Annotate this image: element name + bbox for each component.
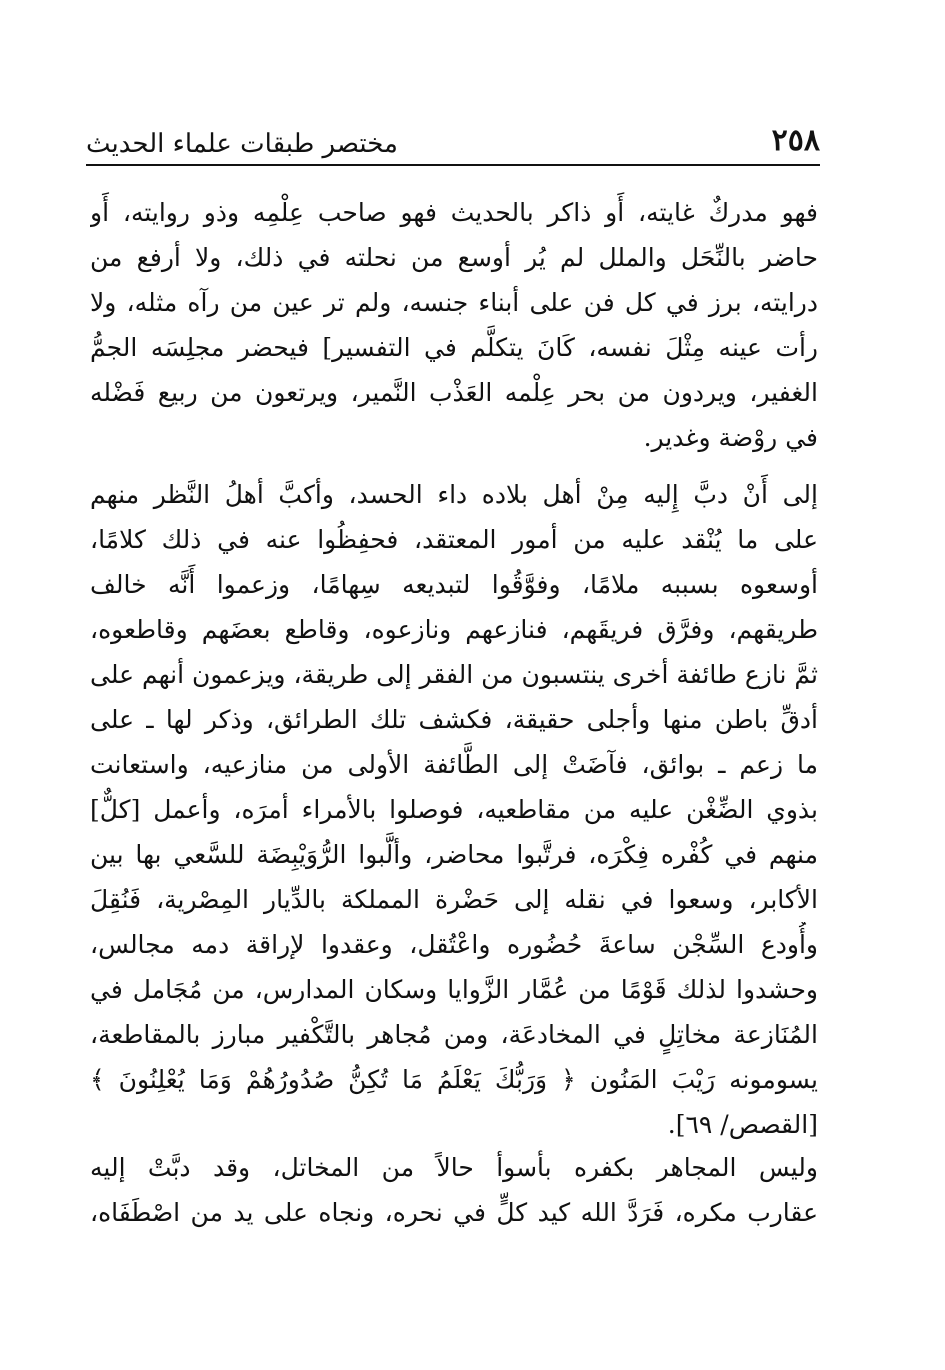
text-line: فهو مدركٌ غايته، أَو ذاكر بالحديث فهو صاحب عِلْمِه وذو روايته، أَو: [90, 198, 818, 227]
text-line: الغفير، ويردون من بحر عِلْمه العَذْب النَّمير، ويرتعون من ربيع فَضْله: [90, 378, 818, 407]
text-line: عقارب مكره، فَرَدَّ الله كيد كلٍّ في نحره، ونجاه على يد من اصْطَفَاه،: [90, 1198, 818, 1227]
text-line: ما زعم ـ بوائق، فآضَتْ إلى الطَّائفة الأولى من منازعيه، واستعانت: [90, 750, 818, 779]
text-line: في روْضة وغدير.: [643, 423, 818, 452]
text-line: درايته، برز في كل فن على أبناء جنسه، ولم تر عين من رآه مثله، ولا: [90, 288, 818, 317]
text-line: وليس المجاهر بكفره بأسوأ حالاً من المخاتل، وقد دبَّتْ إليه: [90, 1153, 818, 1182]
text-line: المُنَازعة مخاتِلٍ في المخادعَة، ومن مُجاهر بالتَّكْفير مبارز بالمقاطعة،: [90, 1020, 818, 1049]
text-line: رأت عينه مِثْلَ نفسه، كَانَ يتكلَّم في التفسير] فيحضر مجلِسَه الجمُّ: [90, 333, 818, 362]
text-line: أدقِّ باطن منها وأجلى حقيقة، فكشف تلك الطرائق، وذكر لها ـ على: [90, 705, 818, 734]
text-line: على ما يُنْقد عليه من أمور المعتقد، فحفِظُوا عنه في ذلك كلامًا،: [90, 525, 818, 554]
text-line: أوسعوه بسببه ملامًا، وفوَّقُوا لتبديعه سِهامًا، وزعموا أَنَّه خالف: [90, 570, 818, 599]
text-line: بذوي الضِّغْن عليه من مقاطعيه، فوصلوا بالأمراء أمرَه، وأعمل [كلٌّ]: [90, 795, 818, 824]
verse-citation: [القصص/ ٦٩].: [667, 1110, 818, 1139]
text-line: منهم في كُفْره فِكْرَه، فرتَّبوا محاضر، وألَّبوا الرُّوَيْبِضَة للسَّعي بها بين: [90, 840, 818, 869]
running-title: مختصر طبقات علماء الحديث: [86, 129, 398, 159]
text-line: وحشدوا لذلك قَوْمًا من عُمَّار الزَّوايا وسكان المدارس، من مُجَامل في: [90, 975, 818, 1004]
text-line: ثمَّ نازع طائفة أخرى ينتسبون من الفقر إلى طريقة، ويزعمون أنهم على: [90, 660, 818, 689]
text-line: حاضر بالنِّحَل والملل لم يُر أوسع من نحلته في ذلك، ولا أرفع من: [90, 243, 818, 272]
text-line: طريقهم، وفرَّق فريقَهم، فنازعهم ونازعوه، وقاطع بعضَهم وقاطعوه،: [90, 615, 818, 644]
paragraph-3: [90, 1145, 818, 1235]
paragraph-2: [90, 472, 818, 1147]
page-header: [86, 124, 820, 164]
text-line: الأكابر، وسعوا في نقله إلى حَضْرة المملكة بالدِّيار المِصْرية، فَنُقِلَ: [90, 885, 818, 914]
quran-verse-line: يسومونه رَيْبَ المَنُون ﴿ وَرَبُّكَ يَعْلَمُ مَا تُكِنُّ صُدُورُهُمْ وَمَا يُعْلِنُونَ ﴾: [90, 1065, 818, 1094]
text-line: وأُودع السِّجْن ساعةَ حُضُوره واعْتُقل، وعقدوا لإراقة دمه مجالس،: [90, 930, 818, 959]
text-line: إلى أَنْ دبَّ إِليه مِنْ أهل بلاده داء الحسد، وأكبَّ أهلُ النَّظر منهم: [90, 480, 818, 509]
page-number: ٢٥٨: [771, 123, 820, 158]
header-divider: [86, 164, 820, 166]
paragraph-1: [90, 190, 818, 460]
